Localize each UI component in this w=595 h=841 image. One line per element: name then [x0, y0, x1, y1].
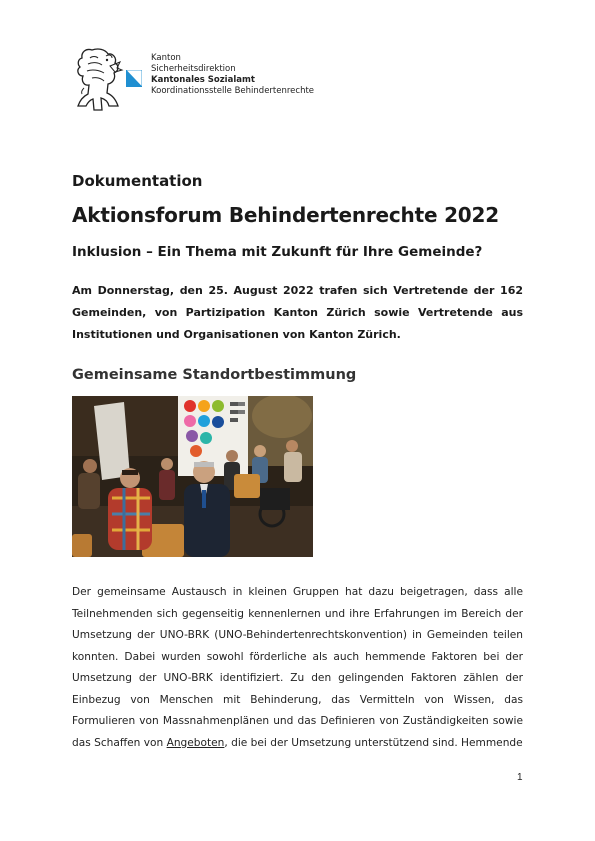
section-heading: Gemeinsame Standortbestimmung [72, 367, 357, 383]
page-number: 1 [517, 772, 523, 783]
event-photo [72, 396, 313, 557]
header-line-office: Kantonales Sozialamt [151, 75, 255, 85]
section-label: Dokumentation [72, 172, 203, 190]
header-organization [151, 53, 314, 97]
body-text-start: Der gemeinsame Austausch in kleinen Gruppen hat dazu beigetragen, dass alle Teilnehmenden sich gegenseitig kennenlernen und ihre Erfahrungen im Bereich der Umsetzung der UNO-BRK (UNO-Behindertenrechtskonvention) in Gemeinden teilen konnten. Dabei wurden sowohl förderliche als auch hemmende Faktoren bei der Umsetzung der UNO-BRK identifiziert. Zu den gelingenden Faktoren zählen der Einbezug von Menschen mit Behinderung, das Vermitteln von Wissen, das Formulieren von Massnahmenplänen und das Definieren von Zuständigkeiten sowie das Schaffen von [72, 586, 523, 749]
canton-shield-icon [126, 70, 142, 87]
header-line-directorate: Sicherheitsdirektion [151, 64, 236, 74]
header-line-canton: Kanton [151, 53, 181, 63]
body-text-end: , die bei der Umsetzung unterstützend sind. Hemmende [224, 736, 523, 749]
offers-link[interactable]: Angeboten [166, 736, 225, 749]
page-subtitle: Inklusion – Ein Thema mit Zukunft für Ihre Gemeinde? [72, 244, 483, 260]
intro-paragraph: Am Donnerstag, den 25. August 2022 trafen sich Vertretende der 162 Gemeinden, von Partizipation Kanton Zürich sowie Vertretende aus Institutionen und Organisationen von Kanton Zürich. [72, 284, 523, 341]
header-line-unit: Koordinationsstelle Behindertenrechte [151, 86, 315, 96]
page-title: Aktionsforum Behindertenrechte 2022 [72, 203, 499, 227]
body-paragraph [72, 582, 523, 754]
zurich-lion-logo [72, 44, 126, 114]
